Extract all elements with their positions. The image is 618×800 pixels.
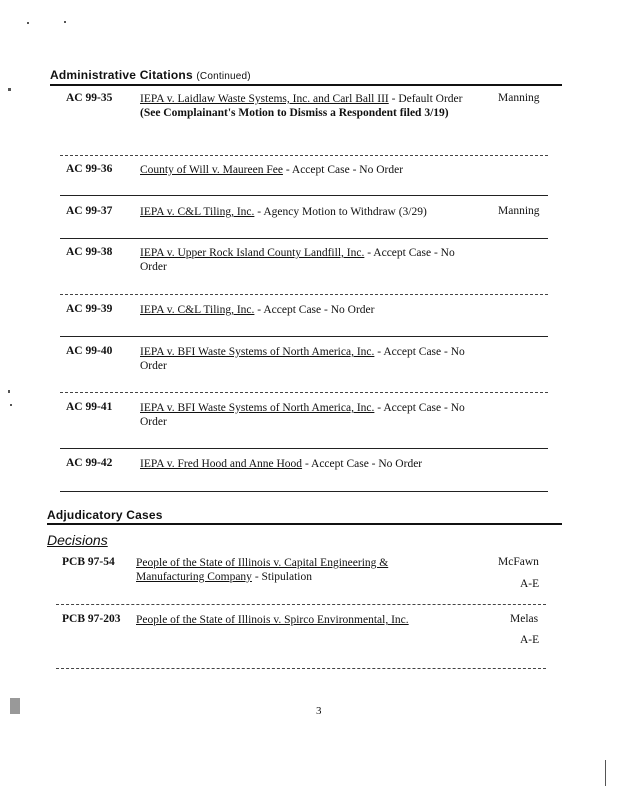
adjudicatory-section-heading: Adjudicatory Cases [47, 508, 163, 522]
scan-speck [8, 88, 11, 91]
case-name-link[interactable]: County of Will v. Maureen Fee [140, 164, 283, 176]
case-description [140, 401, 470, 429]
scan-speck [27, 22, 29, 24]
entry-divider [60, 336, 548, 337]
case-name-link[interactable]: IEPA v. Laidlaw Waste Systems, Inc. and Carl Ball III [140, 93, 389, 105]
admin-section-continued: (Continued) [196, 71, 251, 82]
entry-divider [60, 238, 548, 239]
case-description [140, 163, 480, 177]
case-action: - Accept Case - No Order [140, 247, 455, 273]
case-description [140, 92, 480, 120]
scan-speck [10, 698, 20, 714]
entry-divider [60, 155, 548, 156]
decisions-subheading: Decisions [47, 532, 108, 548]
scan-speck [8, 390, 10, 393]
case-description [140, 345, 470, 373]
case-description [140, 303, 480, 317]
hearing-officer: Manning [498, 205, 540, 217]
page-number: 3 [316, 705, 322, 717]
scan-speck [605, 760, 606, 786]
case-name-link[interactable]: IEPA v. BFI Waste Systems of North America, Inc. [140, 346, 375, 358]
case-action: - Accept Case - No Order [302, 458, 423, 470]
case-description [140, 205, 490, 219]
case-action: - Accept Case - No Order [140, 346, 465, 372]
case-note: (See Complainant's Motion to Dismiss a Respondent filed 3/19) [140, 107, 449, 119]
entry-divider [60, 195, 548, 196]
entry-divider [60, 491, 548, 492]
case-number: AC 99-36 [66, 163, 113, 175]
admin-section-title: Administrative Citations [50, 68, 193, 82]
entry-divider [60, 448, 548, 449]
case-name-link[interactable]: IEPA v. C&L Tiling, Inc. [140, 206, 255, 218]
admin-section-heading [50, 68, 251, 82]
case-number: PCB 97-203 [62, 613, 121, 625]
entry-divider [56, 668, 546, 669]
case-action: - Accept Case - No Order [140, 402, 465, 428]
case-description [136, 613, 476, 627]
hearing-officer: Manning [498, 92, 540, 104]
case-name-link[interactable]: People of the State of Illinois v. Capital Engineering & Manufacturing Company [136, 557, 389, 583]
case-description [140, 246, 470, 274]
entry-divider [60, 294, 548, 295]
hearing-officer: Melas [510, 613, 539, 625]
scan-speck [64, 21, 66, 23]
case-number: AC 99-42 [66, 457, 113, 469]
case-number: PCB 97-54 [62, 556, 115, 568]
case-type: A-E [520, 578, 540, 590]
admin-heading-rule [50, 84, 562, 86]
case-name-link[interactable]: People of the State of Illinois v. Spirco Environmental, Inc. [136, 614, 409, 626]
case-description [140, 457, 480, 471]
case-number: AC 99-35 [66, 92, 113, 104]
case-number: AC 99-40 [66, 345, 113, 357]
case-name-link[interactable]: IEPA v. C&L Tiling, Inc. [140, 304, 255, 316]
case-description [136, 556, 426, 584]
case-name-link[interactable]: IEPA v. Fred Hood and Anne Hood [140, 458, 303, 470]
case-type: A-E [520, 634, 540, 646]
case-number: AC 99-37 [66, 205, 113, 217]
case-name-link[interactable]: IEPA v. Upper Rock Island County Landfill, Inc. [140, 247, 365, 259]
entry-divider [60, 392, 548, 393]
adjudicatory-heading-rule [47, 523, 562, 525]
case-action: - Agency Motion to Withdraw (3/29) [254, 206, 427, 218]
case-number: AC 99-41 [66, 401, 113, 413]
case-action: - Accept Case - No Order [254, 304, 375, 316]
entry-divider [56, 604, 546, 605]
case-action: - Accept Case - No Order [282, 164, 404, 176]
case-action: - Default Order [388, 93, 463, 105]
case-number: AC 99-38 [66, 246, 113, 258]
case-name-link[interactable]: IEPA v. BFI Waste Systems of North America, Inc. [140, 402, 375, 414]
hearing-officer: McFawn [498, 556, 539, 568]
scan-speck [10, 404, 12, 406]
case-action: - Stipulation [251, 571, 312, 583]
case-number: AC 99-39 [66, 303, 113, 315]
